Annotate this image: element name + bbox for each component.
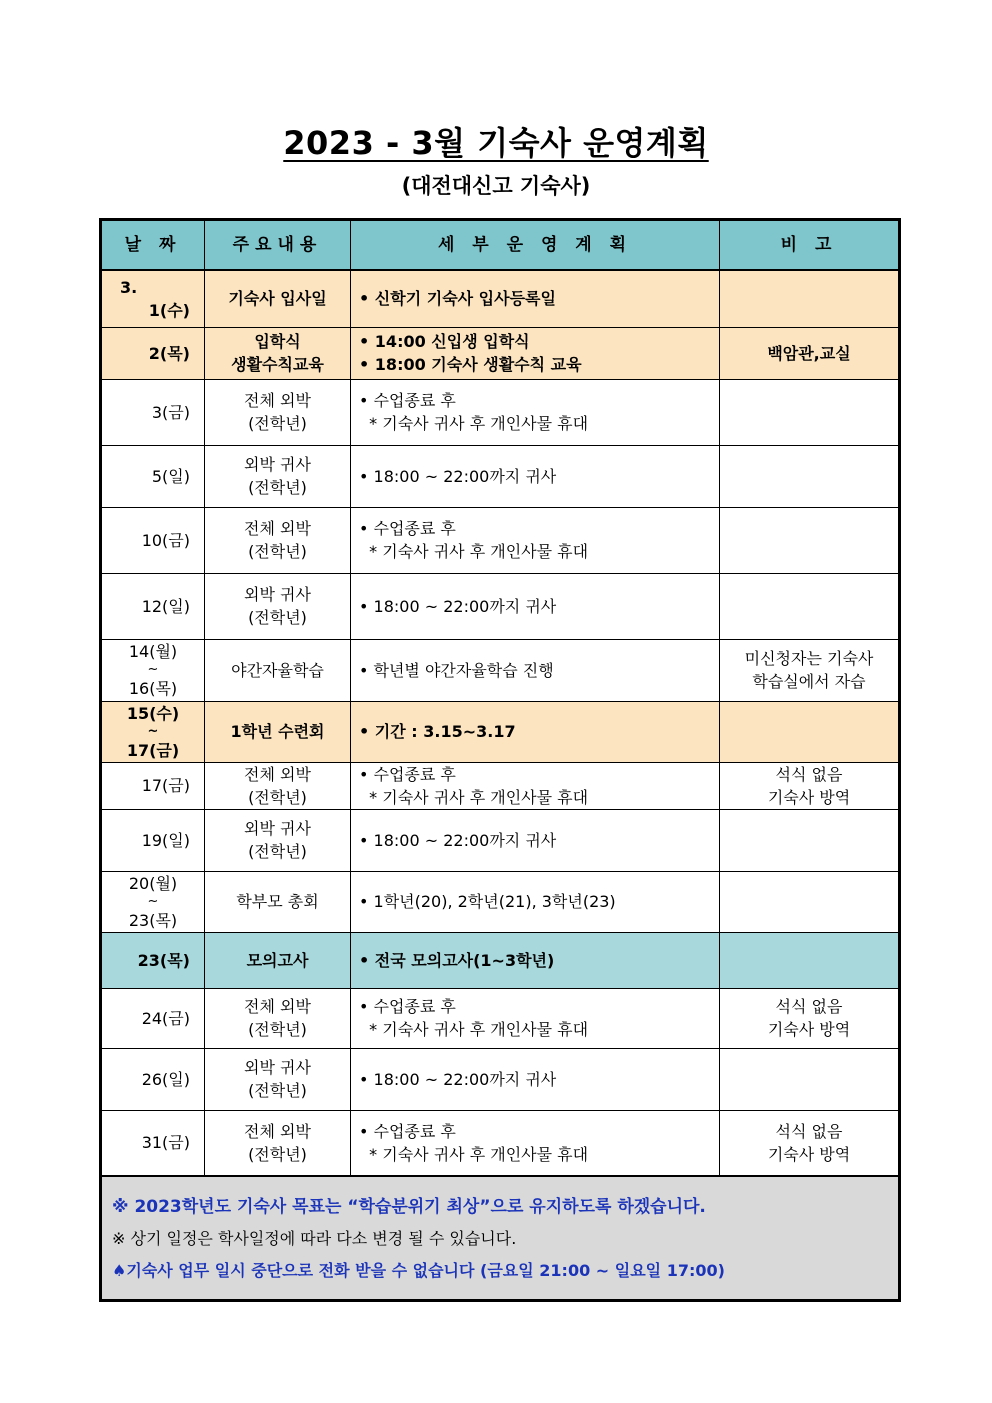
content-cell: 전체 외박 (전학년) xyxy=(205,762,351,809)
note-cell xyxy=(720,270,900,327)
detail-cell: • 기간 : 3.15~3.17 xyxy=(351,701,720,762)
content-cell: 학부모 총회 xyxy=(205,871,351,932)
note-cell xyxy=(720,445,900,507)
header-date: 날 짜 xyxy=(101,220,205,271)
detail-cell: • 1학년(20), 2학년(21), 3학년(23) xyxy=(351,871,720,932)
content-cell: 전체 외박 (전학년) xyxy=(205,988,351,1048)
note-cell xyxy=(720,573,900,639)
schedule-table xyxy=(99,218,901,1302)
date-cell: 12(일) xyxy=(101,573,205,639)
note-cell xyxy=(720,379,900,445)
date-cell: 31(금) xyxy=(101,1110,205,1176)
table-row xyxy=(101,379,900,445)
header-content: 주요내용 xyxy=(205,220,351,271)
content-cell: 외박 귀사 (전학년) xyxy=(205,573,351,639)
detail-cell: • 수업종료 후 * 기숙사 귀사 후 개인사물 휴대 xyxy=(351,988,720,1048)
note-cell: 미신청자는 기숙사 학습실에서 자습 xyxy=(720,639,900,701)
table-row xyxy=(101,573,900,639)
note-cell xyxy=(720,932,900,988)
header-detail: 세 부 운 영 계 획 xyxy=(351,220,720,271)
table-row xyxy=(101,1110,900,1176)
table-row xyxy=(101,507,900,573)
detail-cell: • 수업종료 후 * 기숙사 귀사 후 개인사물 휴대 xyxy=(351,507,720,573)
date-cell: 26(일) xyxy=(101,1048,205,1110)
content-cell: 전체 외박 (전학년) xyxy=(205,1110,351,1176)
note-cell xyxy=(720,701,900,762)
footer-disclaimer: ※ 상기 일정은 학사일정에 따라 다소 변경 될 수 있습니다. xyxy=(112,1229,517,1248)
note-cell xyxy=(720,1048,900,1110)
table-row xyxy=(101,701,900,762)
note-cell xyxy=(720,507,900,573)
document-subtitle: (대전대신고 기숙사) xyxy=(401,174,591,198)
table-row xyxy=(101,270,900,327)
table-row xyxy=(101,327,900,379)
detail-cell: • 수업종료 후 * 기숙사 귀사 후 개인사물 휴대 xyxy=(351,762,720,809)
footer-goal: ※ 2023학년도 기숙사 목표는 “학습분위기 최상”으로 유지하도록 하겠습니다. xyxy=(112,1197,706,1217)
content-cell: 전체 외박 (전학년) xyxy=(205,507,351,573)
detail-cell: • 14:00 신입생 입학식 • 18:00 기숙사 생활수칙 교육 xyxy=(351,327,720,379)
content-cell: 전체 외박 (전학년) xyxy=(205,379,351,445)
date-range-cell: 20(월) ~ 23(목) xyxy=(101,871,205,932)
footer-phone-notice: ♠기숙사 업무 일시 중단으로 전화 받을 수 없습니다 (금요일 21:00 ~ 일요일 17:00) xyxy=(112,1261,725,1280)
date-cell: 3(금) xyxy=(101,379,205,445)
table-header-row xyxy=(101,220,900,271)
content-cell: 모의고사 xyxy=(205,932,351,988)
detail-cell: • 18:00 ~ 22:00까지 귀사 xyxy=(351,445,720,507)
note-cell xyxy=(720,871,900,932)
table-row xyxy=(101,445,900,507)
content-cell: 외박 귀사 (전학년) xyxy=(205,445,351,507)
date-cell: 5(일) xyxy=(101,445,205,507)
detail-cell: • 18:00 ~ 22:00까지 귀사 xyxy=(351,1048,720,1110)
table-row xyxy=(101,639,900,701)
footer-row xyxy=(101,1176,900,1301)
content-cell: 야간자율학습 xyxy=(205,639,351,701)
detail-cell: • 전국 모의고사(1~3학년) xyxy=(351,932,720,988)
content-cell: 외박 귀사 (전학년) xyxy=(205,809,351,871)
date-cell: 3. 1(수) xyxy=(101,270,205,327)
content-cell: 입학식 생활수칙교육 xyxy=(205,327,351,379)
note-cell: 석식 없음 기숙사 방역 xyxy=(720,762,900,809)
header-note: 비 고 xyxy=(720,220,900,271)
note-cell: 석식 없음 기숙사 방역 xyxy=(720,988,900,1048)
date-cell: 17(금) xyxy=(101,762,205,809)
detail-cell: • 신학기 기숙사 입사등록일 xyxy=(351,270,720,327)
date-cell: 23(목) xyxy=(101,932,205,988)
table-row xyxy=(101,762,900,809)
table-row xyxy=(101,988,900,1048)
table-row xyxy=(101,809,900,871)
detail-cell: • 학년별 야간자율학습 진행 xyxy=(351,639,720,701)
table-row xyxy=(101,871,900,932)
content-cell: 1학년 수련회 xyxy=(205,701,351,762)
detail-cell: • 18:00 ~ 22:00까지 귀사 xyxy=(351,573,720,639)
note-cell: 백암관,교실 xyxy=(720,327,900,379)
date-cell: 10(금) xyxy=(101,507,205,573)
content-cell: 외박 귀사 (전학년) xyxy=(205,1048,351,1110)
table-row xyxy=(101,932,900,988)
date-range-cell: 15(수) ~ 17(금) xyxy=(101,701,205,762)
note-cell xyxy=(720,809,900,871)
detail-cell: • 수업종료 후 * 기숙사 귀사 후 개인사물 휴대 xyxy=(351,1110,720,1176)
table-row xyxy=(101,1048,900,1110)
document-title: 2023 - 3월 기숙사 운영계획 xyxy=(283,124,709,162)
date-cell: 19(일) xyxy=(101,809,205,871)
date-cell: 2(목) xyxy=(101,327,205,379)
content-cell: 기숙사 입사일 xyxy=(205,270,351,327)
footer-notes xyxy=(101,1176,900,1301)
detail-cell: • 수업종료 후 * 기숙사 귀사 후 개인사물 휴대 xyxy=(351,379,720,445)
date-cell: 24(금) xyxy=(101,988,205,1048)
detail-cell: • 18:00 ~ 22:00까지 귀사 xyxy=(351,809,720,871)
date-range-cell: 14(월) ~ 16(목) xyxy=(101,639,205,701)
note-cell: 석식 없음 기숙사 방역 xyxy=(720,1110,900,1176)
